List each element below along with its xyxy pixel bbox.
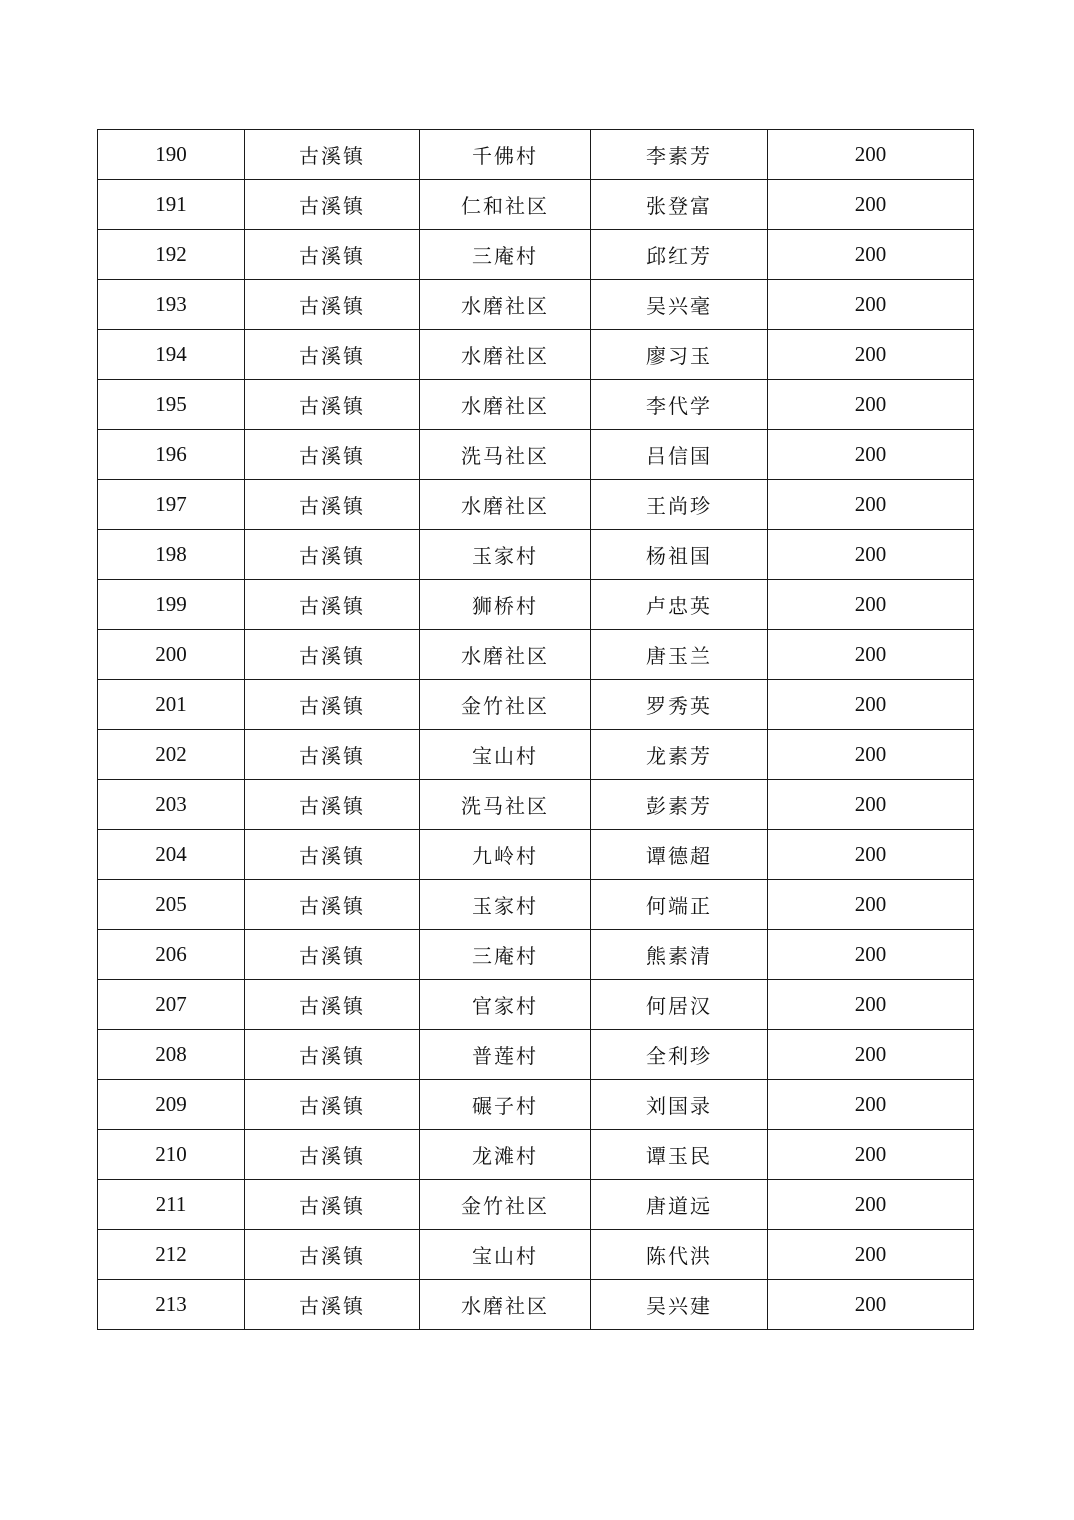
row-number-cell: 208 bbox=[98, 1030, 245, 1080]
town-cell: 古溪镇 bbox=[245, 580, 420, 630]
name-cell: 龙素芳 bbox=[591, 730, 768, 780]
village-cell: 金竹社区 bbox=[420, 680, 591, 730]
name-cell: 何端正 bbox=[591, 880, 768, 930]
amount-cell: 200 bbox=[768, 380, 974, 430]
amount-cell: 200 bbox=[768, 730, 974, 780]
town-cell: 古溪镇 bbox=[245, 830, 420, 880]
table-row bbox=[98, 580, 974, 630]
village-cell: 宝山村 bbox=[420, 730, 591, 780]
town-cell: 古溪镇 bbox=[245, 880, 420, 930]
name-cell: 刘国录 bbox=[591, 1080, 768, 1130]
row-number-cell: 204 bbox=[98, 830, 245, 880]
town-cell: 古溪镇 bbox=[245, 1030, 420, 1080]
amount-cell: 200 bbox=[768, 230, 974, 280]
name-cell: 熊素清 bbox=[591, 930, 768, 980]
town-cell: 古溪镇 bbox=[245, 480, 420, 530]
table-row bbox=[98, 730, 974, 780]
village-cell: 洗马社区 bbox=[420, 430, 591, 480]
village-cell: 碾子村 bbox=[420, 1080, 591, 1130]
row-number-cell: 199 bbox=[98, 580, 245, 630]
table-row bbox=[98, 680, 974, 730]
amount-cell: 200 bbox=[768, 1230, 974, 1280]
table-row bbox=[98, 380, 974, 430]
name-cell: 唐道远 bbox=[591, 1180, 768, 1230]
amount-cell: 200 bbox=[768, 1080, 974, 1130]
name-cell: 吴兴毫 bbox=[591, 280, 768, 330]
name-cell: 何居汉 bbox=[591, 980, 768, 1030]
amount-cell: 200 bbox=[768, 530, 974, 580]
row-number-cell: 192 bbox=[98, 230, 245, 280]
town-cell: 古溪镇 bbox=[245, 930, 420, 980]
village-cell: 金竹社区 bbox=[420, 1180, 591, 1230]
name-cell: 吴兴建 bbox=[591, 1280, 768, 1330]
village-cell: 水磨社区 bbox=[420, 1280, 591, 1330]
name-cell: 邱红芳 bbox=[591, 230, 768, 280]
town-cell: 古溪镇 bbox=[245, 130, 420, 180]
table-row bbox=[98, 980, 974, 1030]
village-cell: 玉家村 bbox=[420, 880, 591, 930]
table-row bbox=[98, 1230, 974, 1280]
name-cell: 彭素芳 bbox=[591, 780, 768, 830]
town-cell: 古溪镇 bbox=[245, 1180, 420, 1230]
amount-cell: 200 bbox=[768, 330, 974, 380]
row-number-cell: 211 bbox=[98, 1180, 245, 1230]
amount-cell: 200 bbox=[768, 580, 974, 630]
village-cell: 官家村 bbox=[420, 980, 591, 1030]
row-number-cell: 209 bbox=[98, 1080, 245, 1130]
row-number-cell: 200 bbox=[98, 630, 245, 680]
table-row bbox=[98, 930, 974, 980]
table-row bbox=[98, 230, 974, 280]
village-cell: 水磨社区 bbox=[420, 380, 591, 430]
name-cell: 唐玉兰 bbox=[591, 630, 768, 680]
row-number-cell: 191 bbox=[98, 180, 245, 230]
name-cell: 罗秀英 bbox=[591, 680, 768, 730]
village-cell: 宝山村 bbox=[420, 1230, 591, 1280]
roster-table-body bbox=[98, 130, 974, 1330]
row-number-cell: 201 bbox=[98, 680, 245, 730]
table-row bbox=[98, 430, 974, 480]
amount-cell: 200 bbox=[768, 430, 974, 480]
town-cell: 古溪镇 bbox=[245, 1280, 420, 1330]
table-row bbox=[98, 1080, 974, 1130]
town-cell: 古溪镇 bbox=[245, 180, 420, 230]
row-number-cell: 210 bbox=[98, 1130, 245, 1180]
table-row bbox=[98, 1180, 974, 1230]
village-cell: 狮桥村 bbox=[420, 580, 591, 630]
table-row bbox=[98, 1030, 974, 1080]
town-cell: 古溪镇 bbox=[245, 430, 420, 480]
amount-cell: 200 bbox=[768, 830, 974, 880]
row-number-cell: 198 bbox=[98, 530, 245, 580]
row-number-cell: 193 bbox=[98, 280, 245, 330]
name-cell: 吕信国 bbox=[591, 430, 768, 480]
table-row bbox=[98, 330, 974, 380]
village-cell: 三庵村 bbox=[420, 930, 591, 980]
name-cell: 杨祖国 bbox=[591, 530, 768, 580]
roster-table bbox=[97, 129, 974, 1330]
name-cell: 李代学 bbox=[591, 380, 768, 430]
amount-cell: 200 bbox=[768, 980, 974, 1030]
name-cell: 张登富 bbox=[591, 180, 768, 230]
town-cell: 古溪镇 bbox=[245, 380, 420, 430]
village-cell: 水磨社区 bbox=[420, 630, 591, 680]
village-cell: 三庵村 bbox=[420, 230, 591, 280]
name-cell: 李素芳 bbox=[591, 130, 768, 180]
amount-cell: 200 bbox=[768, 280, 974, 330]
town-cell: 古溪镇 bbox=[245, 680, 420, 730]
village-cell: 仁和社区 bbox=[420, 180, 591, 230]
amount-cell: 200 bbox=[768, 180, 974, 230]
row-number-cell: 190 bbox=[98, 130, 245, 180]
village-cell: 玉家村 bbox=[420, 530, 591, 580]
table-row bbox=[98, 180, 974, 230]
name-cell: 谭玉民 bbox=[591, 1130, 768, 1180]
table-row bbox=[98, 630, 974, 680]
village-cell: 普莲村 bbox=[420, 1030, 591, 1080]
amount-cell: 200 bbox=[768, 1030, 974, 1080]
table-row bbox=[98, 530, 974, 580]
village-cell: 水磨社区 bbox=[420, 480, 591, 530]
village-cell: 洗马社区 bbox=[420, 780, 591, 830]
table-row bbox=[98, 130, 974, 180]
table-row bbox=[98, 880, 974, 930]
row-number-cell: 212 bbox=[98, 1230, 245, 1280]
table-row bbox=[98, 280, 974, 330]
row-number-cell: 197 bbox=[98, 480, 245, 530]
row-number-cell: 203 bbox=[98, 780, 245, 830]
amount-cell: 200 bbox=[768, 680, 974, 730]
name-cell: 全利珍 bbox=[591, 1030, 768, 1080]
town-cell: 古溪镇 bbox=[245, 980, 420, 1030]
name-cell: 谭德超 bbox=[591, 830, 768, 880]
village-cell: 九岭村 bbox=[420, 830, 591, 880]
town-cell: 古溪镇 bbox=[245, 280, 420, 330]
amount-cell: 200 bbox=[768, 480, 974, 530]
village-cell: 水磨社区 bbox=[420, 330, 591, 380]
row-number-cell: 195 bbox=[98, 380, 245, 430]
village-cell: 龙滩村 bbox=[420, 1130, 591, 1180]
amount-cell: 200 bbox=[768, 780, 974, 830]
village-cell: 水磨社区 bbox=[420, 280, 591, 330]
row-number-cell: 202 bbox=[98, 730, 245, 780]
amount-cell: 200 bbox=[768, 880, 974, 930]
town-cell: 古溪镇 bbox=[245, 780, 420, 830]
town-cell: 古溪镇 bbox=[245, 330, 420, 380]
table-row bbox=[98, 1130, 974, 1180]
row-number-cell: 213 bbox=[98, 1280, 245, 1330]
name-cell: 陈代洪 bbox=[591, 1230, 768, 1280]
row-number-cell: 205 bbox=[98, 880, 245, 930]
amount-cell: 200 bbox=[768, 930, 974, 980]
town-cell: 古溪镇 bbox=[245, 1130, 420, 1180]
town-cell: 古溪镇 bbox=[245, 230, 420, 280]
amount-cell: 200 bbox=[768, 630, 974, 680]
amount-cell: 200 bbox=[768, 130, 974, 180]
table-row bbox=[98, 480, 974, 530]
row-number-cell: 207 bbox=[98, 980, 245, 1030]
name-cell: 王尚珍 bbox=[591, 480, 768, 530]
row-number-cell: 194 bbox=[98, 330, 245, 380]
town-cell: 古溪镇 bbox=[245, 730, 420, 780]
village-cell: 千佛村 bbox=[420, 130, 591, 180]
amount-cell: 200 bbox=[768, 1130, 974, 1180]
town-cell: 古溪镇 bbox=[245, 1230, 420, 1280]
row-number-cell: 196 bbox=[98, 430, 245, 480]
table-row bbox=[98, 830, 974, 880]
table-row bbox=[98, 1280, 974, 1330]
amount-cell: 200 bbox=[768, 1280, 974, 1330]
town-cell: 古溪镇 bbox=[245, 630, 420, 680]
town-cell: 古溪镇 bbox=[245, 1080, 420, 1130]
table-row bbox=[98, 780, 974, 830]
town-cell: 古溪镇 bbox=[245, 530, 420, 580]
row-number-cell: 206 bbox=[98, 930, 245, 980]
amount-cell: 200 bbox=[768, 1180, 974, 1230]
name-cell: 卢忠英 bbox=[591, 580, 768, 630]
name-cell: 廖习玉 bbox=[591, 330, 768, 380]
